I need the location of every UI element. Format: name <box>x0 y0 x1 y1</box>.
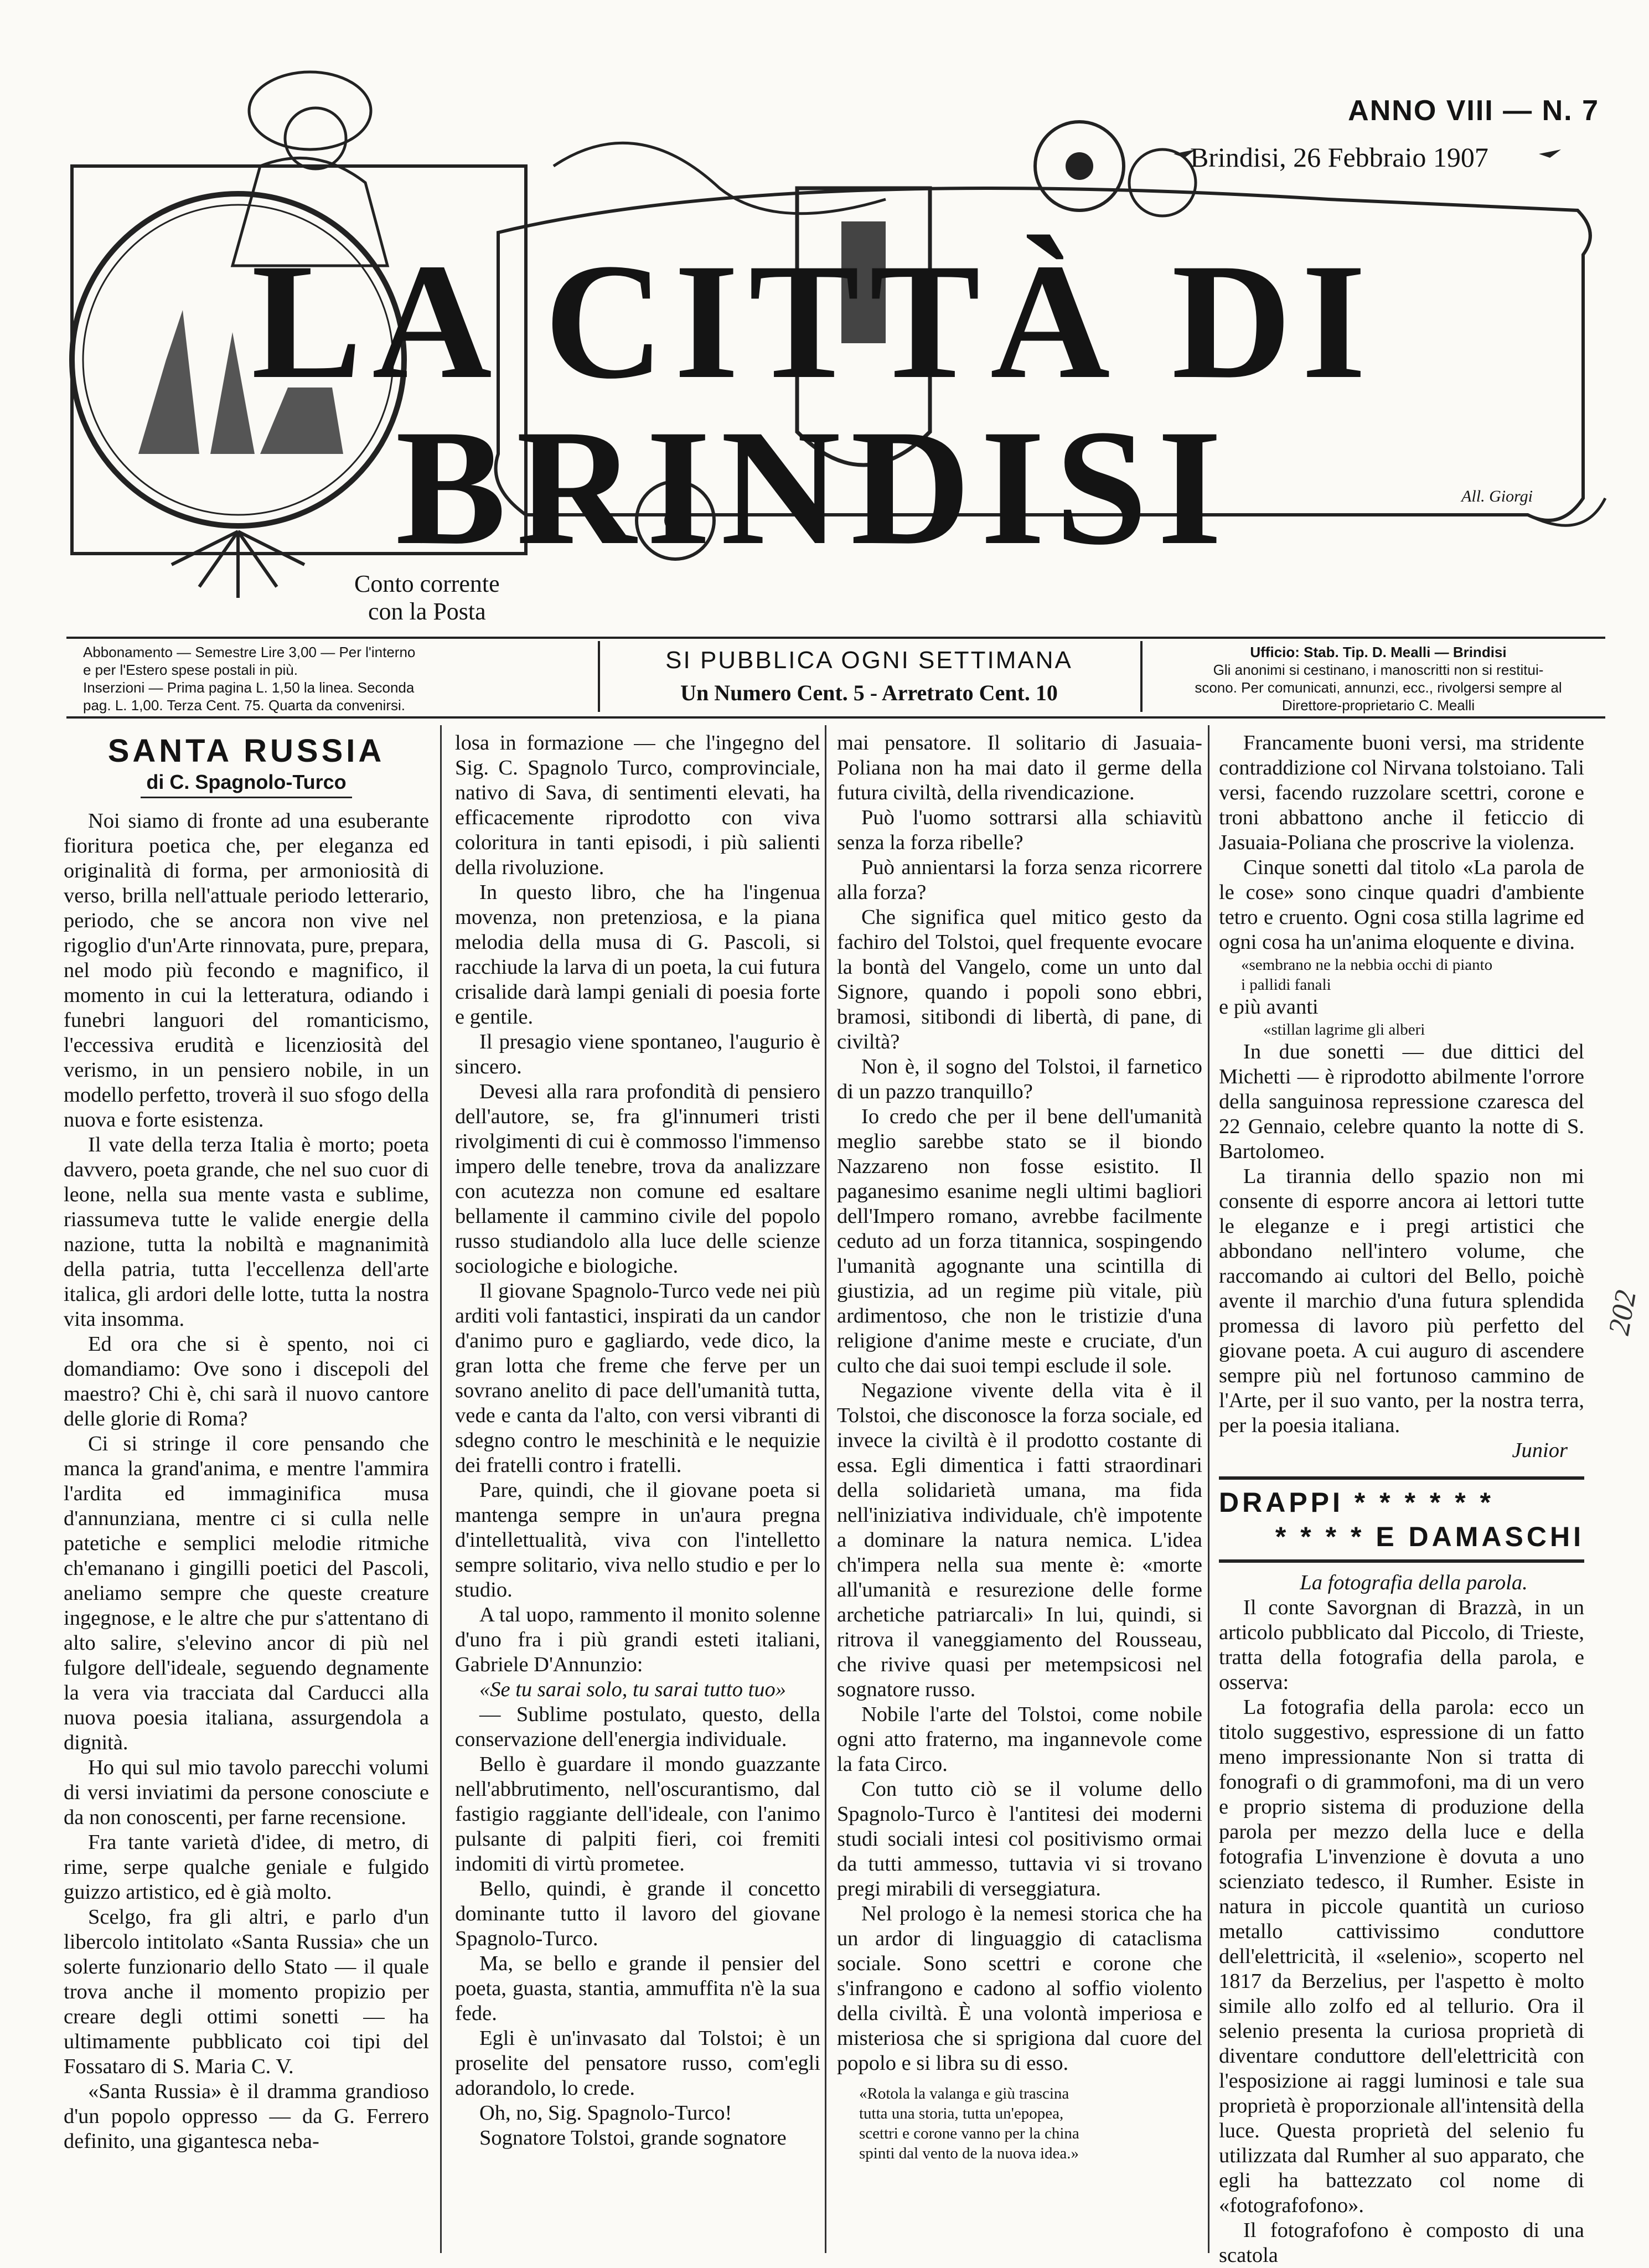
paragraph: Che significa quel mitico gesto da fachiro del Tolstoi, quel frequente evocare la bontà del Vangelo, come un unto dal Signore, quando i popoli sono ebbri, bramosi, sitibondi di libertà, di pane, di civiltà? <box>837 906 1202 1053</box>
paragraph: Bello, quindi, è grande il concetto dominante tutto il lavoro del giovane Spagnolo-Turco. <box>455 1877 820 1950</box>
column-2 <box>455 731 820 2151</box>
paragraph: In questo libro, che ha l'ingenua movenza, non pretenziosa, e la piana melodia della musa di G. Pascoli, si racchiude la larva di un poeta, la cui futura crisalide darà lampi geniali di poesia forte e gentile. <box>455 881 820 1029</box>
masthead <box>0 0 1649 631</box>
verse-quote <box>837 2084 1202 2163</box>
article-title: SANTA RUSSIA <box>107 733 385 769</box>
section-heading-line: DRAPPI * * * * * * <box>1219 1487 1495 1518</box>
subscription-band <box>66 637 1605 719</box>
paragraph: Devesi alla rara profondità di pensiero dell'autore, se, fra gl'innumeri tristi rivolgimenti di cui è commosso l'immenso impero delle tenebre, trova da analizzare con acutezza non comune ed esaltare bellamente il cammino civile del popolo russo studiandolo alla luce delle scienze sociologiche e biologiche. <box>455 1080 820 1278</box>
postal-note-line: Conto corrente <box>354 570 500 597</box>
verse-line: tutta una storia, tutta un'epopea, <box>859 2105 1064 2122</box>
publication-info <box>620 643 1118 706</box>
verse-line: scettri e corone vanno per la china <box>859 2125 1079 2142</box>
paragraph: Può annientarsi la forza senza ricorrere alla forza? <box>837 856 1202 904</box>
office-info <box>1162 643 1594 714</box>
paragraph: In due sonetti — due dittici del Michetti — è riprodotto abilmente l'orrore della sanguinosa repressione czaresca del 22 Gennaio, celebre quanto la notte di S. Bartolomeo. <box>1219 1040 1584 1163</box>
paragraph: Oh, no, Sig. Spagnolo-Turco! <box>479 2101 732 2125</box>
article-byline <box>64 769 429 794</box>
issue-number: ANNO VIII — N. 7 <box>1348 95 1599 127</box>
paragraph: Ed ora che si è spento, noi ci domandiamo: Ove sono i discepoli del maestro? Chi è, chi sarà il nuovo cantore delle glorie di Roma? <box>64 1332 429 1430</box>
column-rule <box>440 725 442 2253</box>
artist-signature: All. Giorgi <box>1461 487 1533 505</box>
paragraph: Bello è guardare il mondo guazzante nell'abbrutimento, nell'oscurantismo, dal fastigio raggiante dell'ideale, con l'animo pulsante di palpiti fieri, coi fremiti indomiti di virtù prometee. <box>455 1753 820 1876</box>
paragraph: Cinque sonetti dal titolo «La parola de le cose» sono cinque quadri d'ambiente tetro e cruento. Ogni cosa stilla lagrime ed ogni cosa ha un'anima eloquente e divina. <box>1219 856 1584 954</box>
subheading: La fotografia della parola. <box>1300 1571 1528 1594</box>
info-line: Inserzioni — Prima pagina L. 1,50 la linea. Seconda <box>83 679 415 696</box>
paragraph: Nobile l'arte del Tolstoi, come nobile ogni atto fraterno, ma ingannevole come la fata Circo. <box>837 1703 1202 1776</box>
verse-line: i pallidi fanali <box>1241 976 1331 994</box>
info-line: Gli anonimi si cestinano, i manoscritti non si restitui- <box>1213 662 1544 678</box>
paragraph: Non è, il sogno del Tolstoi, il farnetico di un pazzo tranquillo? <box>837 1055 1202 1103</box>
section-heading-line: * * * * E DAMASCHI <box>1275 1521 1584 1552</box>
info-line: Ufficio: Stab. Tip. D. Mealli — Brindisi <box>1250 644 1507 660</box>
paragraph: Ci si stringe il core pensando che manca la grand'anima, e mentre l'ammira l'ardita ed immaginifica musa d'annunziana, mentre ci si culla nelle patetiche e semplici melodie ritmiche ch'emanano i gingilli poetici del Pascoli, aneliamo sempre che queste creature ingegnose, e le altre che pur s'attentano di alto salire, s'elevino ancor di più nel fulgore dell'ideale, seguendo degnamente la vera via tracciata dal Carducci alla nuova poesia italiana, assurgendola a dignità. <box>64 1432 429 1754</box>
publication-frequency: SI PUBBLICA OGNI SETTIMANA <box>665 647 1073 674</box>
paragraph: Pare, quindi, che il giovane poeta si mantenga sempre in un'aura pregna d'intellettualità, viva con l'intelletto sempre solitario, viva nello studio e per lo studio. <box>455 1479 820 1601</box>
price: Un Numero Cent. 5 - Arretrato Cent. 10 <box>680 680 1058 705</box>
paragraph: Fra tante varietà d'idee, di metro, di rime, serpe qualche geniale e fulgido guizzo artistico, ed è già molto. <box>64 1831 429 1904</box>
column-rule <box>1208 725 1209 2253</box>
paragraph: losa in formazione — che l'ingegno del Sig. C. Spagnolo Turco, comprovinciale, nativo di Sava, di sentimenti elevati, ha efficacemente riprodotto con viva coloritura in tanti episodi, i più salienti della rivoluzione. <box>455 731 820 879</box>
section-heading <box>1219 1476 1584 1563</box>
paragraph: Egli è un'invasato dal Tolstoi; è un proselite del pensatore russo, com'egli adorandolo, lo crede. <box>455 2027 820 2100</box>
paragraph: Il giovane Spagnolo-Turco vede nei più arditi voli fantastici, inspirati da un candor d'animo puro e gagliardo, vede dico, la gran lotta che freme che ferve per un sovrano anelito di pace dell'umanità tutta, vede e canta da l'alto, con versi vibranti di sdegno contro le meschinità e le nequizie dei fratelli contro i fratelli. <box>455 1279 820 1477</box>
paragraph: Noi siamo di fronte ad una esuberante fioritura poetica che, per eleganza ed originalità di forma, per armoniosità di verso, brilla nell'attuale periodo letterario, periodo, che se ancora non vive nel rigoglio d'un'Arte rinnovata, pure, prepara, nel modo più fecondo e magnifico, il momento in cui la letteratura, odiando i funebri languori del romanticismo, l'eccessiva erudità e licenziosità del verismo, in un pensiero nobile, in un modello perfetto, troverà il suo sfogo della nuova e forte esistenza. <box>64 809 429 1132</box>
paragraph: Il vate della terza Italia è morto; poeta davvero, poeta grande, che nel suo cuor di leone, nella sua mente vasta e sublime, riassumeva tutte le valide energie della nazione, tutta la nobiltà e magnanimità della patria, tutta l'eccellenza dell'arte italica, gli ardori delle lotte, tutta la nostra vita insomma. <box>64 1133 429 1331</box>
info-line: Direttore-proprietario C. Mealli <box>1281 697 1475 714</box>
paragraph: Il presagio viene spontaneo, l'augurio è sincero. <box>455 1030 820 1078</box>
paragraph: Nel prologo è la nemesi storica che ha un ardor di linguaggio di cataclisma sociale. Sono scettri e corone che s'infrangono e cadono al soffio violento della civiltà. È una volontà imperiosa e misteriosa che si sprigiona dal cuore del popolo e si libra su di esso. <box>837 1902 1202 2075</box>
subscription-info <box>83 643 581 714</box>
divider <box>1140 641 1143 712</box>
info-line: pag. L. 1,00. Terza Cent. 75. Quarta da convenirsi. <box>83 697 405 714</box>
info-line: e per l'Estero spese postali in più. <box>83 662 298 678</box>
info-line: Abbonamento — Semestre Lire 3,00 — Per l'interno <box>83 644 416 660</box>
paragraph: La fotografia della parola: ecco un titolo suggestivo, espressione di un fatto meno impressionante Non si tratta di fonografi o di grammofoni, ma di un vero e proprio sistema di produzione della parola per mezzo della luce e della fotografia L'invenzione è dovuta a uno scienziato tedesco, il Rumher. Esiste in natura in piccole quantità un curioso metallo cattivissimo conduttore dell'elettricità, il «selenio», scoperto nel 1817 da Berzelius, per l'aspetto è molto simile allo zolfo ed al tellurio. Ora il selenio presenta la curiosa proprietà di diventare conduttore dell'elettricità con l'esposizione ai raggi luminosi e tale sua proprietà è proporzionale all'intensità della luce. Questa proprietà del selenio fu utilizzata dal Rumher al suo apparato, che egli ha battezzato col nome di «fotografofono». <box>1219 1696 1584 2217</box>
paragraph: Ma, se bello e grande il pensier del poeta, guasta, stantia, ammuffita n'è la sua fede. <box>455 1952 820 2025</box>
paragraph: La tirannia dello spazio non mi consente di esporre ancora ai lettori tutte le eleganze e i pregi artistici che abbondano nell'intero volume, che raccomando ai cultori del Bello, poichè avente il marchio d'una futura splendida promessa di lavoro più perfetto del giovane poeta. A cui auguro di ascendere sempre più nel fortunoso cammino de l'Arte, per il suo vanto, per la nostra terra, per la poesia italiana. <box>1219 1165 1584 1437</box>
newspaper-title: LA CITTÀ DI BRINDISI <box>251 229 1376 579</box>
verse-line: «sembrano ne la nebbia occhi di pianto <box>1241 956 1493 974</box>
paragraph: Sognatore Tolstoi, grande sognatore <box>479 2126 787 2150</box>
column-4 <box>1219 731 1584 2268</box>
paragraph: Francamente buoni versi, ma stridente contraddizione col Nirvana tolstoiano. Tali versi, facendo ruzzolare scettri, corone e troni abbattono anche il feticcio di Jasuaia-Poliana che proscrive la violenza. <box>1219 731 1584 854</box>
handwritten-margin-note: 202 <box>1601 1287 1643 1338</box>
paragraph: Ho qui sul mio tavolo parecchi volumi di versi inviatimi da persone conosciute e da non conoscenti, per farne recensione. <box>64 1756 429 1829</box>
paragraph: Negazione vivente della vita è il Tolstoi, che disconosce la forza sociale, ed invece la civiltà è il prodotto costante di essa. Egli dimentica i fatti straordinari della solidarietà umana, ma fida nell'iniziativa individuale, ch'è impotente a dominare la natura nemica. L'idea ch'impera nella sua mente è: «morte all'umanità e resurezione delle forme archetiche patriarcali» In lui, quindi, si ritrova il vaneggiamento del Rousseau, che rivive quasi per metempsicosi nel sognatore russo. <box>837 1379 1202 1701</box>
byline-text: di C. Spagnolo-Turco <box>141 771 351 798</box>
article-signoff: Junior <box>1512 1439 1568 1462</box>
paragraph: «Santa Russia» è il dramma grandioso d'un popolo oppresso — da G. Ferrero definito, una gigantesca neba- <box>64 2080 429 2153</box>
verse-line: spinti dal vento de la nuova idea.» <box>859 2145 1079 2162</box>
paragraph: A tal uopo, rammento il monito solenne d'uno fra i più grandi esteti italiani, Gabriele D'Annunzio: <box>455 1603 820 1676</box>
dateline: Brindisi, 26 Febbraio 1907 <box>1190 142 1488 173</box>
paragraph: Io credo che per il bene dell'umanità meglio sarebbe stato se il biondo Nazzareno non fosse esistito. Il paganesimo esanime negli ultimi bagliori dell'Impero romano, avrebbe facilmente ceduto ad un forza titannica, sospingendo l'umanità agognante una scintilla di giustizia, ad un regime più vitale, più ardimentoso, che non le tristizie d'una religione d'anime meste e cruciate, d'un culto che dai suoi tempi esclude il sole. <box>837 1105 1202 1377</box>
paragraph: e più avanti <box>1219 995 1319 1019</box>
info-line: scono. Per comunicati, annunzi, ecc., rivolgersi sempre al <box>1195 679 1562 696</box>
verse-line: «Rotola la valanga e giù trascina <box>859 2085 1069 2102</box>
column-1 <box>64 731 429 2154</box>
quotation: «Se tu sarai solo, tu sarai tutto tuo» <box>479 1678 787 1701</box>
paragraph: mai pensatore. Il solitario di Jasuaia-Poliana non ha mai dato il germe della futura civiltà, della rivendicazione. <box>837 731 1202 804</box>
paragraph: Il fotografofono è composto di una scatola <box>1219 2219 1584 2267</box>
paragraph: Scelgo, fra gli altri, e parlo d'un libercolo intitolato «Santa Russia» che un solerte funzionario dello Stato — il quale trova anche il momento propizio per creare degli ottimi sonetti — ha ultimamente pubblicato coi tipi del Fossataro di S. Maria C. V. <box>64 1905 429 2078</box>
paragraph: — Sublime postulato, questo, della conservazione dell'energia individuale. <box>455 1703 820 1751</box>
paragraph: Il conte Savorgnan di Brazzà, in un articolo pubblicato dal Piccolo, di Trieste, tratta della fotografia della parola, e osserva: <box>1219 1596 1584 1694</box>
paragraph: Con tutto ciò se il volume dello Spagnolo-Turco è l'antitesi dei moderni studi sociali intesi col positivismo ormai da tutti ammesso, tuttavia vi si trovano pregi mirabili di verseggiatura. <box>837 1778 1202 1900</box>
column-rule <box>825 725 826 2253</box>
verse-line: «stillan lagrime gli alberi <box>1263 1021 1425 1039</box>
postal-note <box>354 570 500 626</box>
divider <box>598 641 600 712</box>
postal-note-line: con la Posta <box>368 598 486 625</box>
paragraph: Può l'uomo sottrarsi alla schiavitù senza la forza ribelle? <box>837 806 1202 854</box>
column-3 <box>837 731 1202 2163</box>
